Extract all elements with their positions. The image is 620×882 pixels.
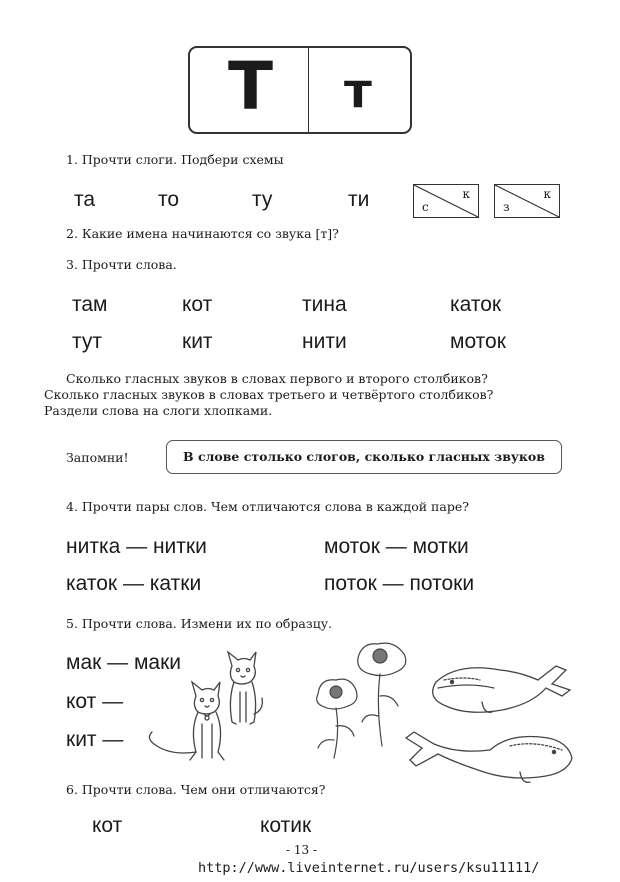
word-cell: каток	[450, 293, 502, 316]
word-pair: каток — катки	[66, 572, 202, 595]
word-cell: кот	[182, 293, 213, 316]
task2-instruction: 2. Какие имена начинаются со звука [т]?	[66, 226, 339, 241]
word-cell: там	[72, 293, 108, 316]
word-cell: кит	[182, 330, 213, 353]
word-row: кит —	[66, 728, 124, 751]
task3-question: Сколько гласных звуков в словах первого и второго столбиков?	[66, 371, 488, 386]
scheme-right-letter: к	[543, 187, 551, 201]
uppercase-letter: Т	[228, 48, 274, 125]
word-cell: тина	[302, 293, 347, 316]
word-row: мак — маки	[66, 651, 182, 674]
card-divider	[308, 48, 309, 132]
word: кот	[92, 814, 123, 837]
word-pair: поток — потоки	[324, 572, 475, 595]
word: котик	[260, 814, 312, 837]
word-cell: тут	[72, 330, 102, 353]
remember-label: Запомни!	[66, 450, 129, 465]
word-row: кот —	[66, 690, 124, 713]
task3-instruction: 3. Прочти слова.	[66, 257, 177, 272]
word-cell: нити	[302, 330, 347, 353]
sound-scheme	[494, 184, 560, 218]
source-url[interactable]: http://www.liveinternet.ru/users/ksu11111/	[198, 860, 540, 876]
word-pair: моток — мотки	[324, 535, 469, 558]
syllable: ти	[348, 188, 370, 211]
word-cell: моток	[450, 330, 506, 353]
task6-instruction: 6. Прочти слова. Чем они отличаются?	[66, 782, 326, 797]
cats-illustration	[140, 648, 270, 778]
task4-instruction: 4. Прочти пары слов. Чем отличаются слова в каждой паре?	[66, 499, 469, 514]
task3-question: Раздели слова на слоги хлопками.	[44, 403, 273, 418]
sound-scheme	[413, 184, 479, 218]
syllable: то	[158, 188, 180, 211]
scheme-right-letter: к	[462, 187, 470, 201]
lowercase-letter: т	[344, 63, 372, 119]
task3-question: Сколько гласных звуков в словах третьего и четвёртого столбиков?	[44, 387, 494, 402]
whales-illustration	[398, 654, 580, 794]
word-pair: нитка — нитки	[66, 535, 207, 558]
page-number: - 13 -	[286, 843, 318, 857]
scheme-left-letter: з	[503, 200, 510, 214]
rule-box: В слове столько слогов, сколько гласных звуков	[166, 440, 562, 474]
letter-card	[188, 46, 412, 134]
syllable: ту	[252, 188, 273, 211]
task1-instruction: 1. Прочти слоги. Подбери схемы	[66, 152, 284, 167]
task5-instruction: 5. Прочти слова. Измени их по образцу.	[66, 616, 333, 631]
syllable: та	[74, 188, 96, 211]
scheme-left-letter: с	[422, 200, 429, 214]
